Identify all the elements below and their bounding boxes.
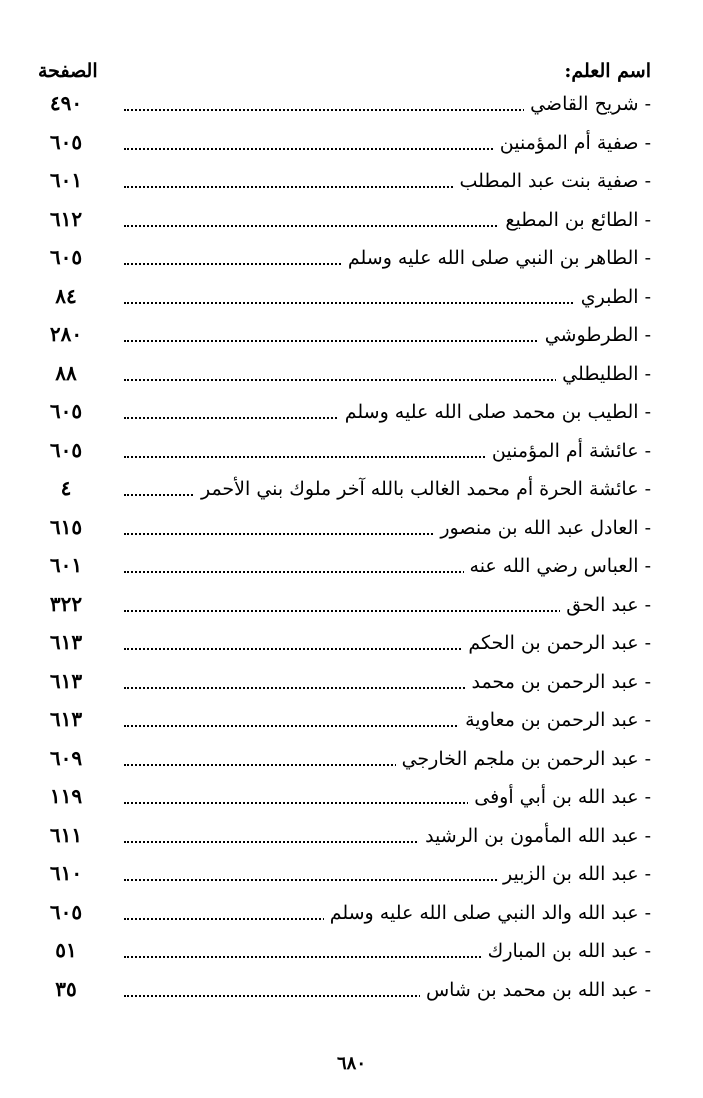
entry-page-number: ٦١٣ xyxy=(49,630,83,654)
entry-name: - عبد الرحمن بن ملجم الخارجي xyxy=(396,748,651,770)
entry-name: - الطليطلي xyxy=(556,363,651,385)
index-entry xyxy=(0,626,703,665)
index-entry xyxy=(0,857,703,896)
entry-page-number: ٦١٣ xyxy=(49,707,83,731)
index-entry xyxy=(0,241,703,280)
entry-name: - عائشة أم المؤمنين xyxy=(486,440,651,462)
index-entry xyxy=(0,896,703,935)
index-entry xyxy=(0,164,703,203)
entry-page-number: ٦٠٥ xyxy=(49,129,83,154)
index-entry xyxy=(0,126,703,165)
index-entry xyxy=(0,280,703,319)
index-entry xyxy=(0,742,703,781)
entry-name: - الطائع بن المطيع xyxy=(499,209,651,231)
index-header xyxy=(38,56,651,86)
entry-name: - صفية بنت عبد المطلب xyxy=(453,170,651,192)
entry-name: - عبد الله بن الزبير xyxy=(497,863,651,885)
entry-name: - عبد الله بن أبي أوفى xyxy=(468,786,651,808)
entry-page-number: ٤٩٠ xyxy=(49,91,83,115)
entry-name: - عبد الحق xyxy=(560,594,651,616)
entry-page-number: ٣٥ xyxy=(55,976,77,1001)
entry-name: - صفية أم المؤمنين xyxy=(494,132,651,154)
entry-name: - عبد الله بن محمد بن شاس xyxy=(420,979,651,1001)
entry-page-number: ٦٠٥ xyxy=(49,899,83,924)
entry-page-number: ٦١٥ xyxy=(49,514,83,539)
entry-page-number: ٤ xyxy=(60,476,72,500)
entry-name: - عبد الرحمن بن محمد xyxy=(465,671,651,693)
entry-page-number: ٨٨ xyxy=(55,360,77,385)
index-entries xyxy=(0,87,703,1011)
entry-page-number: ٢٨٠ xyxy=(49,322,83,346)
index-entry xyxy=(0,934,703,973)
entry-name: - الطبري xyxy=(575,286,651,308)
index-entry xyxy=(0,549,703,588)
entry-name: - العادل عبد الله بن منصور xyxy=(434,517,651,539)
index-entry xyxy=(0,203,703,242)
entry-name: - عبد الله المأمون بن الرشيد xyxy=(419,825,651,847)
entry-name: - العباس رضي الله عنه xyxy=(464,555,651,577)
entry-page-number: ٦٠٥ xyxy=(49,437,83,462)
index-entry xyxy=(0,588,703,627)
entry-page-number: ٥١ xyxy=(55,938,77,962)
entry-name: - شريح القاضي xyxy=(524,93,651,115)
entry-page-number: ٦١٣ xyxy=(49,668,83,693)
index-entry xyxy=(0,819,703,858)
index-entry xyxy=(0,434,703,473)
entry-name: - عائشة الحرة أم محمد الغالب بالله آخر ملوك بني الأحمر xyxy=(195,478,651,500)
entry-name: - الطاهر بن النبي صلى الله عليه وسلم xyxy=(342,247,651,269)
entry-page-number: ٦٠١ xyxy=(49,553,83,577)
index-entry xyxy=(0,472,703,511)
entry-name: - عبد الرحمن بن معاوية xyxy=(459,709,651,731)
entry-name: - عبد الله والد النبي صلى الله عليه وسلم xyxy=(324,902,651,924)
entry-page-number: ٦٠٥ xyxy=(49,245,83,269)
entry-page-number: ٦٠١ xyxy=(49,168,83,192)
index-entry xyxy=(0,973,703,1012)
entry-name: - الطرطوشي xyxy=(539,324,651,346)
entry-page-number: ٦١٠ xyxy=(49,861,83,885)
index-entry xyxy=(0,87,703,126)
index-entry xyxy=(0,780,703,819)
entry-page-number: ١١٩ xyxy=(49,784,83,808)
entry-page-number: ٦١٢ xyxy=(49,206,83,231)
index-entry xyxy=(0,357,703,396)
index-entry xyxy=(0,511,703,550)
entry-page-number: ٦٠٩ xyxy=(49,745,83,770)
index-entry xyxy=(0,703,703,742)
name-column-heading: اسم العلم: xyxy=(564,60,651,82)
entry-name: - عبد الله بن المبارك xyxy=(482,940,651,962)
entry-page-number: ٦٠٥ xyxy=(49,399,83,423)
dot-leader xyxy=(124,592,633,612)
index-entry xyxy=(0,395,703,434)
entry-name: - عبد الرحمن بن الحكم xyxy=(462,632,651,654)
entry-page-number: ٣٢٢ xyxy=(49,591,83,616)
page-number: ٦٨٠ xyxy=(336,1053,366,1074)
index-entry xyxy=(0,665,703,704)
entry-name: - الطيب بن محمد صلى الله عليه وسلم xyxy=(339,401,651,423)
page-column-heading: الصفحة xyxy=(38,60,98,82)
entry-page-number: ٦١١ xyxy=(49,822,83,847)
dot-leader xyxy=(124,284,633,304)
entry-page-number: ٨٤ xyxy=(55,283,77,308)
index-entry xyxy=(0,318,703,357)
